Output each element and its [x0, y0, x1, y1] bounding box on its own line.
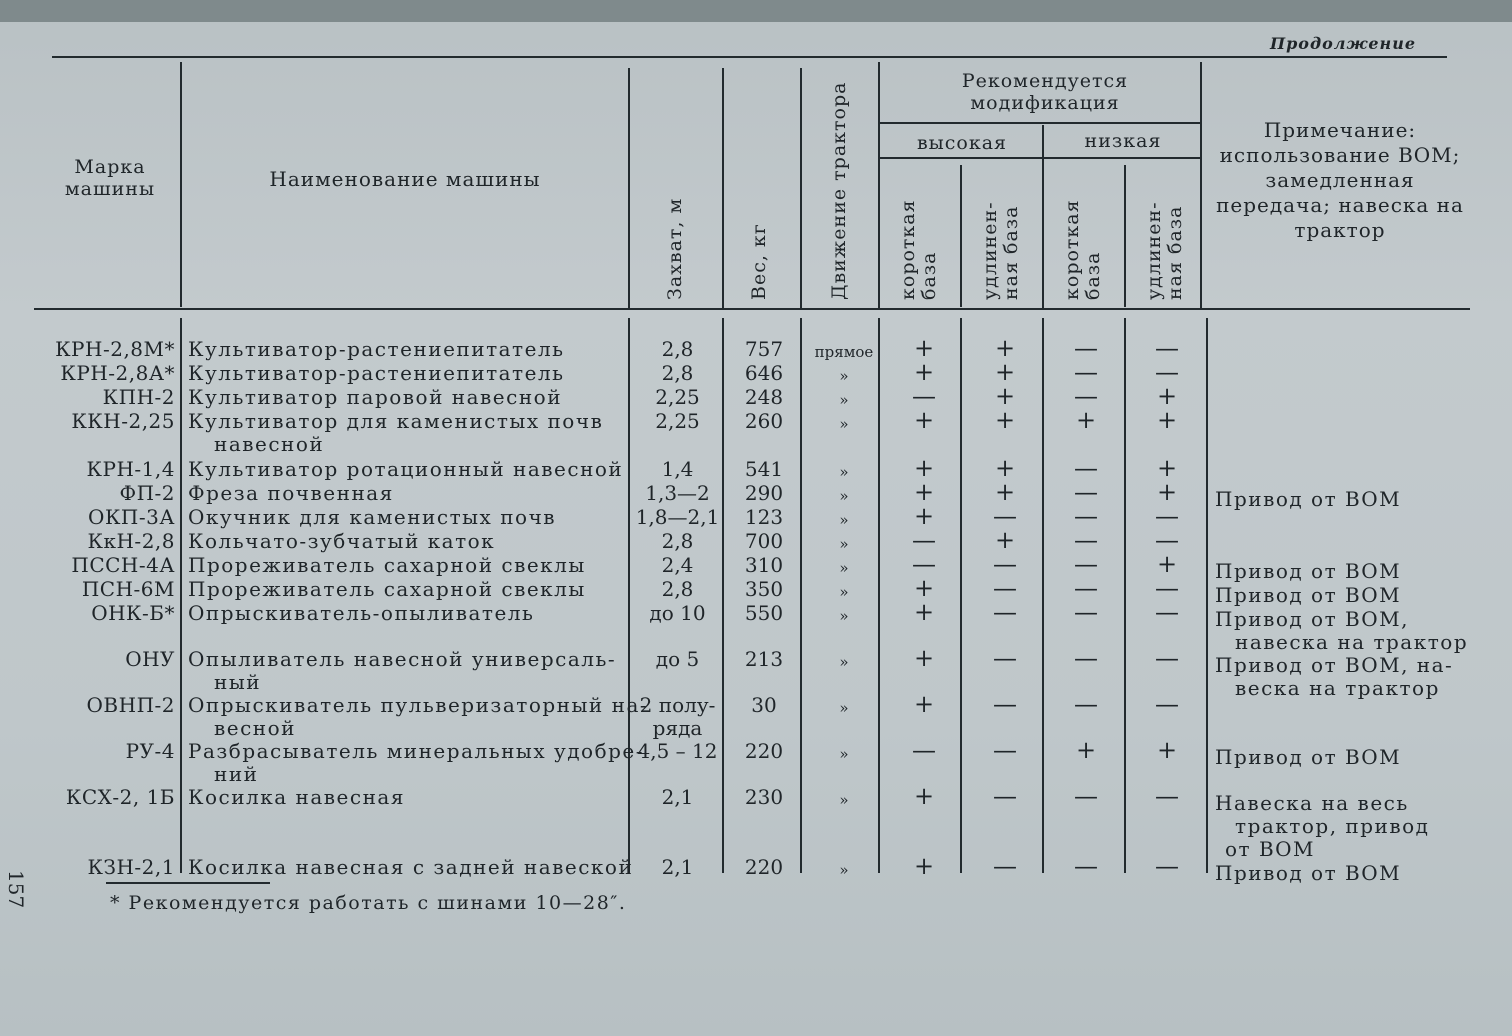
row-width: 2,1 [661, 785, 694, 809]
row-movement: » [839, 745, 849, 763]
row-width-cont: ряда [652, 716, 703, 740]
row-width: 1,3—2 [645, 481, 710, 505]
row-width: 2,1 [661, 855, 694, 879]
row-high-long: + [994, 454, 1016, 482]
header-weight: Вес, кг [748, 223, 770, 300]
row-high-short: + [913, 644, 935, 672]
col-divider-6 [960, 165, 962, 307]
header-brand: Марка машины [64, 156, 156, 200]
row-note: Привод от ВОМ, на- [1215, 653, 1454, 677]
row-note-cont2: от ВОМ [1225, 837, 1316, 861]
row-weight: 757 [744, 337, 784, 361]
modification-subrule [880, 122, 1200, 124]
row-low-long: + [1156, 736, 1178, 764]
row-name: Окучник для каменистых почв [188, 505, 557, 529]
row-high-long: — [993, 550, 1017, 578]
row-high-long: + [994, 382, 1016, 410]
row-note-cont: веска на трактор [1235, 676, 1440, 700]
row-movement: » [839, 415, 849, 433]
row-low-short: + [1075, 406, 1097, 434]
row-weight: 260 [744, 409, 784, 433]
header-movement: Движение трактора [828, 81, 850, 300]
row-high-long: — [993, 852, 1017, 880]
row-code: КСХ-2, 1Б [65, 785, 175, 809]
row-note-cont: навеска на трактор [1235, 630, 1469, 654]
row-name: Кольчато-зубчатый каток [188, 529, 496, 553]
row-name-cont: навесной [214, 432, 325, 456]
row-code: ОНК-Б* [91, 601, 175, 625]
row-low-short: — [1074, 852, 1098, 880]
row-low-short: — [1074, 526, 1098, 554]
row-weight: 220 [744, 739, 784, 763]
row-low-long: + [1156, 382, 1178, 410]
row-width: до 5 [655, 647, 700, 671]
row-weight: 541 [744, 457, 784, 481]
row-low-long: — [1155, 644, 1179, 672]
row-name: Фреза почвенная [188, 481, 394, 505]
row-high-short: + [913, 334, 935, 362]
row-high-short: — [912, 382, 936, 410]
col-divider-1 [180, 62, 182, 307]
row-code: ФП-2 [119, 481, 175, 505]
row-note: Привод от ВОМ [1215, 745, 1402, 769]
row-movement: » [839, 463, 849, 481]
row-width: 2,25 [655, 385, 700, 409]
row-low-long: — [1155, 690, 1179, 718]
row-note: Привод от ВОМ [1215, 559, 1402, 583]
row-high-long: + [994, 406, 1016, 434]
row-high-short: + [913, 478, 935, 506]
row-name-cont: весной [214, 716, 296, 740]
row-low-short: — [1074, 382, 1098, 410]
row-note-cont: трактор, привод [1235, 814, 1430, 838]
row-weight: 220 [744, 855, 784, 879]
row-high-long: — [993, 574, 1017, 602]
footnote-rule [106, 882, 270, 884]
row-name-cont: ний [214, 762, 259, 786]
row-movement: » [839, 791, 849, 809]
row-width: 4,5 – 12 [637, 739, 718, 763]
row-low-long: — [1155, 574, 1179, 602]
row-movement: прямое [814, 343, 874, 361]
row-high-short: + [913, 358, 935, 386]
table-top-rule [52, 56, 1447, 58]
page-top-edge [0, 0, 1512, 22]
row-movement: » [839, 367, 849, 385]
row-width: 2,25 [655, 409, 700, 433]
row-high-short: + [913, 502, 935, 530]
row-low-long: + [1156, 454, 1178, 482]
body-divider-1 [180, 318, 182, 873]
row-high-long: — [993, 502, 1017, 530]
row-low-short: — [1074, 334, 1098, 362]
row-low-short: — [1074, 550, 1098, 578]
row-movement: » [839, 391, 849, 409]
row-low-short: — [1074, 478, 1098, 506]
row-low-long: — [1155, 598, 1179, 626]
row-code: ПССН-4А [71, 553, 175, 577]
row-code: ОНУ [125, 647, 175, 671]
row-high-long: — [993, 690, 1017, 718]
row-code: КЗН-2,1 [87, 855, 175, 879]
row-code: КкН-2,8 [87, 529, 175, 553]
row-high-long: — [993, 598, 1017, 626]
row-high-short: + [913, 574, 935, 602]
row-low-long: — [1155, 526, 1179, 554]
row-low-short: — [1074, 574, 1098, 602]
row-low-long: + [1156, 406, 1178, 434]
row-high-long: + [994, 358, 1016, 386]
row-code: РУ-4 [125, 739, 175, 763]
row-weight: 213 [744, 647, 784, 671]
row-high-long: — [993, 782, 1017, 810]
row-low-short: — [1074, 502, 1098, 530]
row-low-short: — [1074, 358, 1098, 386]
row-high-short: — [912, 736, 936, 764]
col-divider-7 [1042, 125, 1044, 308]
row-weight: 350 [744, 577, 784, 601]
row-weight: 290 [744, 481, 784, 505]
row-low-short: — [1074, 690, 1098, 718]
row-high-long: — [993, 644, 1017, 672]
row-name: Прореживатель сахарной свеклы [188, 553, 586, 577]
row-name: Прореживатель сахарной свеклы [188, 577, 586, 601]
row-low-long: + [1156, 550, 1178, 578]
row-code: ККН-2,25 [71, 409, 175, 433]
row-low-long: — [1155, 782, 1179, 810]
row-weight: 123 [744, 505, 784, 529]
row-code: ОКП-3А [88, 505, 175, 529]
row-note: Навеска на весь [1215, 791, 1409, 815]
row-name-cont: ный [214, 670, 262, 694]
row-width: 2,8 [661, 529, 694, 553]
continuation-label: Продолжение [1270, 34, 1417, 53]
col-divider-3 [722, 68, 724, 308]
row-low-long: — [1155, 358, 1179, 386]
col-divider-9 [1200, 62, 1202, 308]
row-weight: 230 [744, 785, 784, 809]
row-movement: » [839, 607, 849, 625]
row-code: КРН-2,8А* [60, 361, 175, 385]
row-name: Культиватор ротационный навесной [188, 457, 624, 481]
row-high-short: + [913, 690, 935, 718]
row-high-short: — [912, 526, 936, 554]
row-weight: 30 [751, 693, 777, 717]
row-note: Привод от ВОМ, [1215, 607, 1409, 631]
header-low: низкая [1084, 130, 1162, 152]
row-name: Опрыскиватель пульверизаторный на- [188, 693, 649, 717]
header-bottom-rule [34, 308, 1470, 310]
row-low-short: — [1074, 644, 1098, 672]
row-weight: 550 [744, 601, 784, 625]
row-movement: » [839, 511, 849, 529]
row-low-long: — [1155, 852, 1179, 880]
col-divider-8 [1124, 165, 1126, 307]
header-note: Примечание: использование ВОМ; замедленная передача; навеска на трактор [1216, 118, 1464, 242]
row-movement: » [839, 699, 849, 717]
col-divider-5 [878, 62, 880, 308]
page-number: 157 [4, 870, 28, 909]
col-divider-2 [628, 68, 630, 308]
row-high-short: + [913, 598, 935, 626]
row-high-short: + [913, 852, 935, 880]
header-width: Захват, м [664, 197, 686, 300]
row-name: Косилка навесная с задней навеской [188, 855, 634, 879]
row-width: 2 полу- [639, 693, 716, 717]
row-width: 1,8—2,1 [635, 505, 720, 529]
row-weight: 248 [744, 385, 784, 409]
row-note: Привод от ВОМ [1215, 583, 1402, 607]
row-low-short: — [1074, 598, 1098, 626]
row-movement: » [839, 861, 849, 879]
row-name: Культиватор для каменистых почв [188, 409, 604, 433]
row-low-long: — [1155, 334, 1179, 362]
row-high-long: — [993, 736, 1017, 764]
row-width: 2,8 [661, 361, 694, 385]
header-high-long: удлинен- ная база [979, 201, 1022, 300]
row-low-short: + [1075, 736, 1097, 764]
row-high-long: + [994, 334, 1016, 362]
row-width: 2,8 [661, 577, 694, 601]
row-movement: » [839, 487, 849, 505]
row-code: КРН-1,4 [86, 457, 175, 481]
highlow-subrule [880, 157, 1200, 159]
row-name: Культиватор паровой навесной [188, 385, 563, 409]
row-code: КРН-2,8М* [55, 337, 175, 361]
row-high-short: — [912, 550, 936, 578]
header-low-short: короткая база [1061, 199, 1104, 300]
footnote: * Рекомендуется работать с шинами 10—28″. [110, 892, 627, 914]
row-weight: 700 [744, 529, 784, 553]
header-name: Наименование машины [269, 167, 541, 191]
row-name: Опыливатель навесной универсаль- [188, 647, 617, 671]
row-high-long: + [994, 478, 1016, 506]
row-name: Культиватор-растениепитатель [188, 361, 565, 385]
col-divider-4 [800, 68, 802, 308]
row-name: Культиватор-растениепитатель [188, 337, 565, 361]
row-high-short: + [913, 406, 935, 434]
row-low-long: — [1155, 502, 1179, 530]
header-high: высокая [916, 132, 1008, 154]
row-code: КПН-2 [102, 385, 175, 409]
row-width: 1,4 [661, 457, 694, 481]
row-movement: » [839, 535, 849, 553]
row-low-short: — [1074, 454, 1098, 482]
row-width: 2,4 [661, 553, 694, 577]
row-high-short: + [913, 454, 935, 482]
row-high-short: + [913, 782, 935, 810]
row-movement: » [839, 583, 849, 601]
row-weight: 310 [744, 553, 784, 577]
row-code: ОВНП-2 [86, 693, 175, 717]
row-note: Привод от ВОМ [1215, 861, 1402, 885]
row-name: Разбрасыватель минеральных удобре- [188, 739, 645, 763]
row-code: ПСН-6М [81, 577, 175, 601]
row-note: Привод от ВОМ [1215, 487, 1402, 511]
row-width: 2,8 [661, 337, 694, 361]
row-width: до 10 [649, 601, 706, 625]
header-high-short: короткая база [897, 199, 940, 300]
row-low-long: + [1156, 478, 1178, 506]
row-movement: » [839, 559, 849, 577]
header-recommended: Рекомендуется модификация [961, 70, 1129, 114]
row-high-long: + [994, 526, 1016, 554]
row-movement: » [839, 653, 849, 671]
row-weight: 646 [744, 361, 784, 385]
row-name: Косилка навесная [188, 785, 405, 809]
row-low-short: — [1074, 782, 1098, 810]
header-low-long: удлинен- ная база [1143, 201, 1186, 300]
row-name: Опрыскиватель-опыливатель [188, 601, 535, 625]
